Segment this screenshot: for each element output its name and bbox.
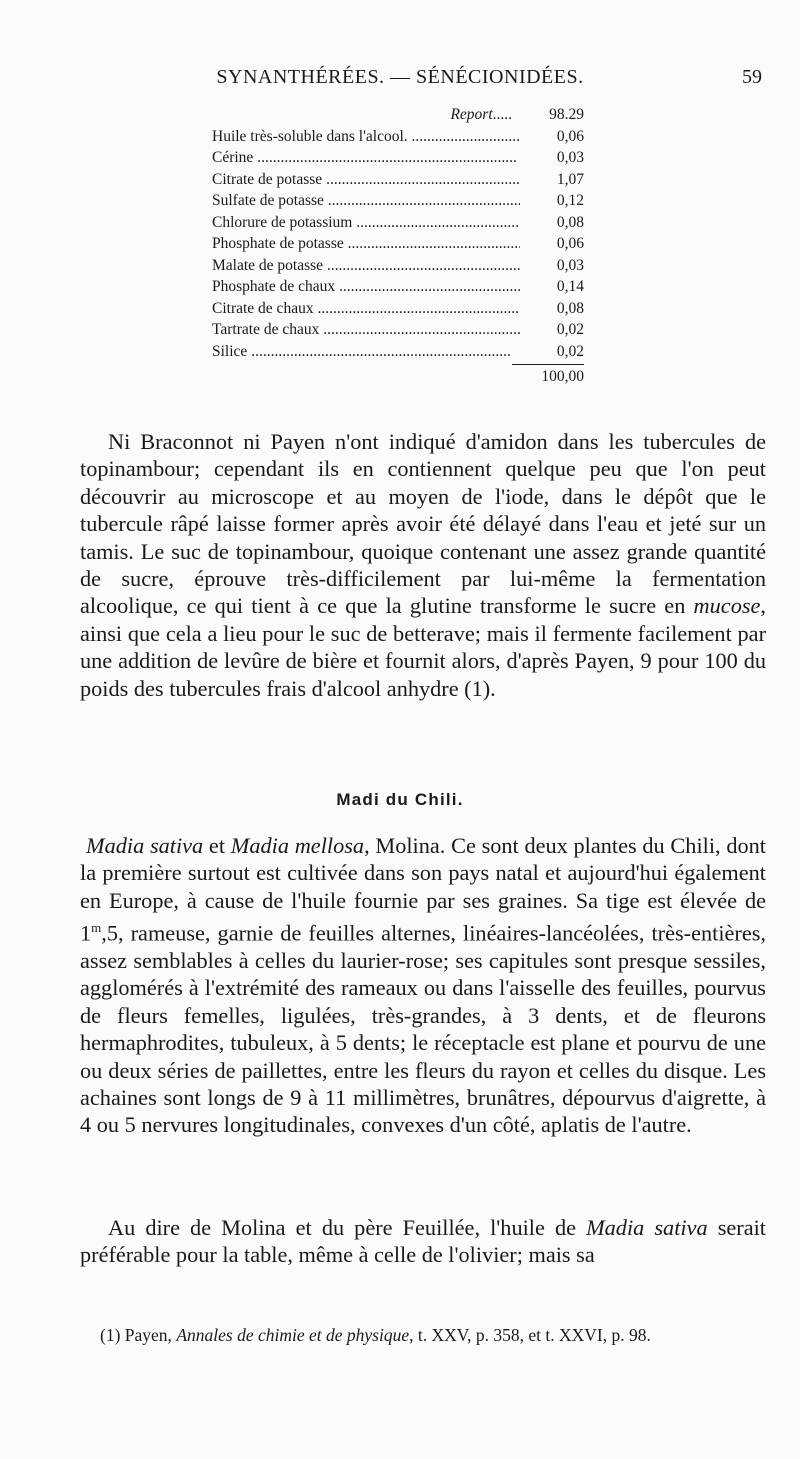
row-label: Citrate de potasse ..... (212, 169, 520, 191)
table-row (212, 341, 584, 363)
species-name: Madia sativa (86, 833, 204, 858)
paragraph-madia (80, 832, 766, 1139)
report-row (212, 104, 584, 126)
row-value: 0,06 (556, 127, 584, 145)
footnote-text: , t. XXV, p. 358, et t. XXVI, p. 98. (409, 1325, 651, 1345)
unit-superscript: m (91, 920, 102, 936)
row-value: 1,07 (556, 170, 584, 188)
paragraph-italic: mucose (693, 593, 761, 619)
paragraph-text: ,5, rameuse, garnie de feuilles alternes, linéaires-lancéolées, très-entières, assez semblables à celles du laurier-rose; ses capitules sont presque sessiles, agglomérés à l'extrémité des rameaux ou dans l'aisselle des feuilles, pourvus de fleurs femelles, ligulées, très-grandes, à 3 dents, et de fleurons hermaphrodites, tubuleux, à 5 dents; le réceptacle est plane et pourvu de une ou deux séries de paillettes, entre les fleurs du rayon et celles du disque. Les achaines sont longs de 9 à 11 millimètres, brunâtres, dépourvus d'aigrette, à 4 ou 5 nervures longitudinales, convexes d'un côté, aplatis de l'autre. (80, 920, 766, 1138)
paragraph-italic: Madia sativa (586, 1215, 708, 1240)
paragraph-text: et (203, 833, 231, 858)
row-value: 0,02 (556, 321, 584, 338)
running-title: SYNANTHÉRÉES. — SÉNÉCIONIDÉES. (216, 66, 584, 88)
row-label: Cérine ..... (212, 147, 520, 169)
table-row (212, 190, 584, 212)
row-value: 0,02 (556, 342, 584, 360)
row-value: 0,03 (556, 149, 584, 166)
total-value: 100,00 (541, 368, 584, 385)
row-value: 0,06 (556, 235, 584, 252)
row-label: Chlorure de potassium ..... (212, 212, 520, 234)
table-row (212, 298, 584, 320)
running-header (0, 62, 800, 96)
paragraph-text: Au dire de Molina et du père Feuillée, l'huile de (108, 1215, 587, 1240)
paragraph-text: serait préférable pour la table, même à celle de l'olivier; mais sa (80, 1215, 766, 1268)
paragraph-topinambour (80, 428, 766, 702)
row-value: 0,12 (556, 192, 584, 209)
row-value: 0,08 (556, 213, 584, 231)
paragraph-text: , ainsi que cela a lieu pour le suc de betterave; mais il fermente facilement par une addition de levûre de bière et fournit alors, d'après Payen, 9 pour 100 du poids des tubercules frais d'alcool anhydre (1). (80, 593, 766, 701)
table-row (212, 255, 584, 277)
composition-table (212, 104, 584, 389)
row-value: 0,08 (556, 299, 584, 317)
row-label: Silice ..... (212, 341, 520, 363)
page-number: 59 (742, 66, 762, 88)
row-value: 0,14 (556, 278, 584, 295)
row-label: Phosphate de chaux ..... (212, 276, 520, 298)
table-row (212, 126, 584, 148)
row-label: Phosphate de potasse ..... (212, 233, 520, 255)
species-name: Madia mellosa (230, 833, 365, 858)
row-label: Tartrate de chaux ..... (212, 319, 520, 341)
table-row (212, 147, 584, 169)
paragraph-text: , Molina. Ce sont deux plantes du Chili, dont la première surtout est cultivée dans son pays natal et aujourd'hui également en Europe, à cause de l'huile fournie par ses graines. Sa tige est élevée de 1 (80, 833, 766, 946)
row-label: Huile très-soluble dans l'alcool. ..... (212, 126, 520, 148)
table-row (212, 319, 584, 341)
table-row (212, 169, 584, 191)
row-label: Malate de potasse ..... (212, 255, 520, 277)
table-row (212, 212, 584, 234)
report-label: Report ..... (212, 104, 520, 126)
footnote (80, 1324, 766, 1346)
row-label: Citrate de chaux ..... (212, 298, 520, 320)
paragraph-oil (80, 1214, 766, 1269)
footnote-italic: Annales de chimie et de physique (176, 1325, 410, 1345)
row-value: 0,03 (556, 256, 584, 274)
footnote-text: (1) Payen, (100, 1325, 177, 1345)
row-label: Sulfate de potasse ..... (212, 190, 520, 212)
paragraph-text: Ni Braconnot ni Payen n'ont indiqué d'amidon dans les tubercules de topinambour; cependant ils en contiennent quelque peu que l'on peut découvrir au microscope et au moyen de l'iode, dans le dépôt que le tubercule râpé laisse former après avoir été délayé dans l'eau et jeté sur un tamis. Le suc de topinambour, quoique contenant une assez grande quantité de sucre, éprouve très-difficilement par lui-même la fermentation alcoolique, ce qui tient à ce que la glutine transforme le sucre en (80, 429, 766, 619)
section-title: Madi du Chili. (336, 790, 464, 809)
report-value: 98.29 (549, 106, 584, 123)
table-row (212, 276, 584, 298)
table-row (212, 233, 584, 255)
